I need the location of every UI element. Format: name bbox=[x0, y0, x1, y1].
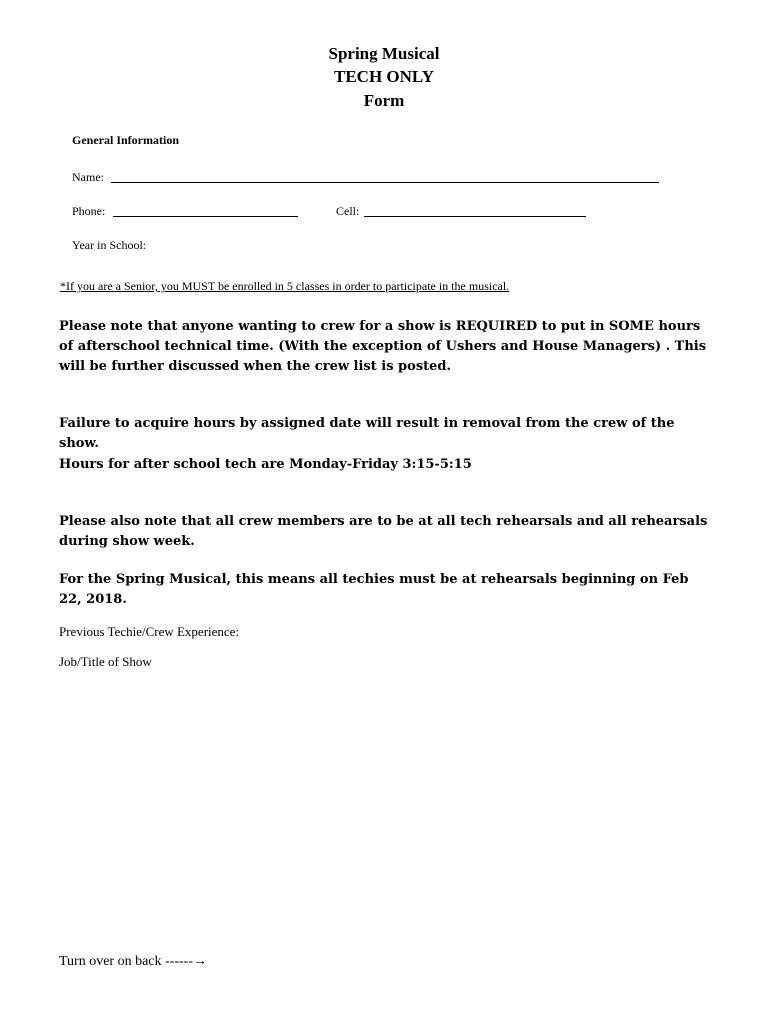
job-title-of-show-label: Job/Title of Show bbox=[59, 654, 152, 669]
cell-field[interactable] bbox=[364, 216, 586, 217]
general-information-heading: General Information bbox=[72, 133, 179, 147]
name-label: Name: bbox=[72, 170, 104, 184]
name-field[interactable] bbox=[111, 182, 659, 183]
cell-label: Cell: bbox=[336, 204, 360, 218]
tech-hours-paragraph: Hours for after school tech are Monday-Friday 3:15-5:15 bbox=[59, 457, 472, 472]
removal-warning-paragraph: Failure to acquire hours by assigned date will result in removal from the crew of the show. bbox=[59, 416, 675, 451]
previous-experience-label: Previous Techie/Crew Experience: bbox=[59, 624, 240, 639]
spring-musical-rehearsal-date-paragraph: For the Spring Musical, this means all techies must be at rehearsals beginning on Feb 22, 2018. bbox=[59, 572, 689, 607]
form-title-line-1: Spring Musical bbox=[328, 44, 440, 63]
form-title-line-3: Form bbox=[363, 91, 405, 110]
rehearsal-attendance-paragraph: Please also note that all crew members are to be at all tech rehearsals and all rehearsals during show week. bbox=[59, 514, 708, 549]
turn-over-note: Turn over on back ------→ bbox=[59, 954, 207, 969]
form-title-line-2: TECH ONLY bbox=[334, 67, 434, 86]
crew-hours-requirement-paragraph: Please note that anyone wanting to crew for a show is REQUIRED to put in SOME hours of afterschool technical time. (With the exception of Ushers and House Managers) . This will be further discussed when the crew list is posted. bbox=[59, 319, 707, 374]
phone-field[interactable] bbox=[113, 216, 298, 217]
phone-label: Phone: bbox=[72, 204, 106, 218]
senior-enrollment-note: *If you are a Senior, you MUST be enrolled in 5 classes in order to participate in the musical. bbox=[60, 279, 510, 293]
year-in-school-label: Year in School: bbox=[72, 238, 147, 252]
